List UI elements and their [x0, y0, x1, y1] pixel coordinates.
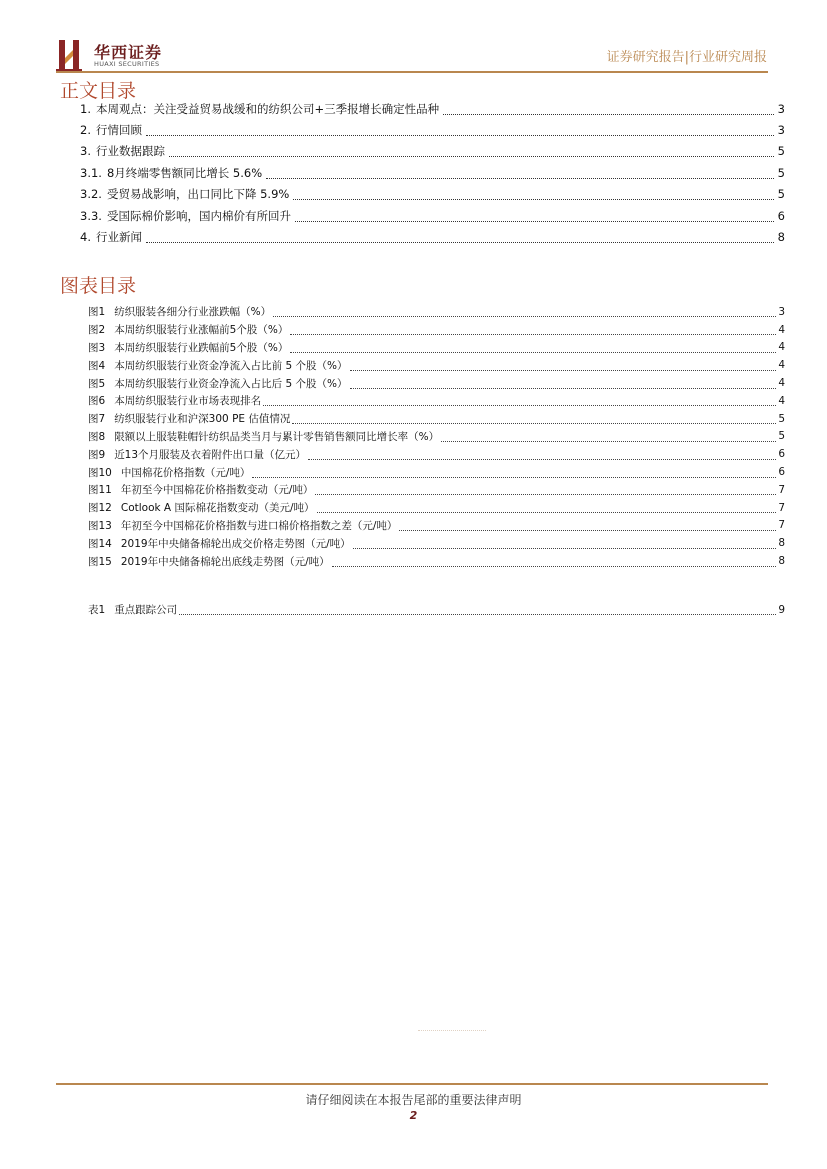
toc-entry-page: 5: [777, 187, 785, 202]
figure-entry[interactable]: [88, 339, 785, 357]
logo-english-name: HUAXI SECURITIES: [94, 60, 160, 68]
figure-entry-label: 图7: [88, 413, 106, 426]
toc-entry-number: 3.2.: [80, 187, 102, 202]
figure-entry-page: 6: [778, 466, 785, 479]
report-type-label: 证券研究报告|行业研究周报: [606, 50, 767, 65]
figure-entry-page: 4: [778, 377, 785, 390]
dot-leader: [146, 124, 774, 136]
toc-entry-title: 行业新闻: [95, 230, 142, 245]
figure-entry-label: 图11: [88, 484, 112, 497]
huaxi-logo-mark-icon: [56, 38, 86, 72]
logo-chinese-name: 华西证券: [94, 43, 163, 62]
figure-entry-title: 限额以上服装鞋帽针纺织品类当月与累计零售销售额同比增长率（%）: [114, 430, 440, 443]
dot-leader: [252, 467, 776, 478]
dot-leader: [353, 538, 777, 549]
figure-entry[interactable]: [88, 321, 785, 339]
figure-entry-page: 7: [778, 519, 785, 532]
dot-leader: [290, 324, 776, 335]
figure-entry-title: 本周纺织服装行业市场表现排名: [114, 395, 262, 408]
figure-entry-page: 3: [778, 305, 785, 318]
figure-entry-title: 纺织服装各细分行业涨跌幅（%）: [114, 306, 272, 319]
figure-entry-label: 图13: [88, 519, 112, 532]
figure-entry-page: 7: [778, 483, 785, 496]
figure-entry-page: 4: [778, 323, 785, 336]
figure-entry[interactable]: [88, 534, 785, 552]
toc-entry-title: 8月终端零售额同比增长 5.6%: [106, 165, 263, 180]
figure-entry-label: 图14: [88, 537, 112, 550]
toc-entry-page: 5: [777, 165, 785, 180]
figure-entry-title: 本周纺织服装行业资金净流入占比前 5 个股（%）: [114, 359, 348, 372]
figure-entry-title: 年初至今中国棉花价格指数变动（元/吨）: [120, 484, 314, 497]
dot-leader: [317, 502, 777, 513]
toc-entry-page: 3: [777, 123, 785, 138]
figure-entry[interactable]: [88, 374, 785, 392]
toc-main-list: [80, 98, 785, 248]
figure-entry-title: 本周纺织服装行业资金净流入占比后 5 个股（%）: [114, 377, 348, 390]
figure-entry[interactable]: [88, 517, 785, 535]
figure-entry-page: 8: [778, 537, 785, 550]
toc-entry-title: 行业数据跟踪: [95, 144, 165, 159]
figure-entry-title: Cotlook A 国际棉花指数变动（美元/吨）: [120, 502, 315, 515]
dot-leader: [293, 188, 773, 200]
toc-entry-title: 本周观点：关注受益贸易战缓和的纺织公司+三季报增长确定性品种: [95, 101, 440, 116]
figure-entry-title: 中国棉花价格指数（元/吨）: [120, 466, 251, 479]
table-entry[interactable]: [88, 601, 785, 619]
dot-leader: [292, 413, 776, 424]
toc-entry[interactable]: [80, 98, 785, 119]
figure-entry-page: 8: [778, 555, 785, 568]
toc-figures-title: 图表目录: [60, 275, 137, 297]
dot-leader: [146, 231, 774, 243]
figure-entry-page: 5: [778, 412, 785, 425]
figure-entry[interactable]: [88, 428, 785, 446]
toc-entry-number: 4.: [80, 230, 91, 245]
figure-entry-label: 图15: [88, 555, 112, 568]
toc-entry-number: 2.: [80, 123, 91, 138]
figure-entry-label: 图12: [88, 502, 112, 515]
dot-leader: [169, 145, 774, 157]
toc-entry-number: 3.3.: [80, 208, 102, 223]
table-entry-label: 表1: [88, 604, 106, 617]
figure-entry-label: 图3: [88, 341, 106, 354]
legal-disclaimer: 请仔细阅读在本报告尾部的重要法律声明: [305, 1093, 522, 1107]
figure-entry[interactable]: [88, 481, 785, 499]
header-divider: [56, 71, 768, 73]
figure-entry[interactable]: [88, 499, 785, 517]
figure-entry[interactable]: [88, 410, 785, 428]
dot-leader: [308, 449, 776, 460]
toc-entry-page: 6: [777, 208, 785, 223]
toc-entry[interactable]: [80, 184, 785, 205]
figure-entry-page: 7: [778, 501, 785, 514]
figure-entry-label: 图4: [88, 359, 106, 372]
figure-entry-label: 图9: [88, 448, 106, 461]
page-header: [0, 0, 827, 80]
figure-entry[interactable]: [88, 356, 785, 374]
toc-entry-page: 5: [777, 144, 785, 159]
dot-leader: [350, 360, 777, 371]
huaxi-logo: [56, 38, 196, 72]
figure-entry-label: 图8: [88, 430, 106, 443]
figure-entry-label: 图5: [88, 377, 106, 390]
figure-entry[interactable]: [88, 303, 785, 321]
dot-leader: [443, 103, 774, 115]
toc-entry-number: 3.1.: [80, 165, 102, 180]
toc-entry-title: 受贸易战影响，出口同比下降 5.9%: [106, 187, 290, 202]
figure-entry[interactable]: [88, 392, 785, 410]
toc-entry[interactable]: [80, 119, 785, 140]
figure-entry-title: 本周纺织服装行业跌幅前5个股（%）: [114, 341, 289, 354]
figure-entry-label: 图1: [88, 306, 106, 319]
figure-entry[interactable]: [88, 445, 785, 463]
dot-leader: [290, 342, 776, 353]
dot-leader: [315, 484, 776, 495]
dot-leader: [179, 604, 776, 615]
figure-entry-title: 2019年中央储备棉轮出底线走势图（元/吨）: [120, 555, 330, 568]
figure-entry-label: 图10: [88, 466, 112, 479]
figure-entry-title: 本周纺织服装行业涨幅前5个股（%）: [114, 324, 289, 337]
faint-divider: [418, 1029, 486, 1031]
toc-entry[interactable]: [80, 162, 785, 183]
toc-main-title: 正文目录: [60, 80, 137, 102]
dot-leader: [273, 306, 776, 317]
toc-entry[interactable]: [80, 226, 785, 247]
footer-divider: [56, 1083, 768, 1085]
toc-entry-number: 1.: [80, 101, 91, 116]
table-entry-title: 重点跟踪公司: [114, 604, 178, 617]
figure-entry-page: 4: [778, 341, 785, 354]
figure-entry[interactable]: [88, 463, 785, 481]
figure-entry-label: 图2: [88, 324, 106, 337]
toc-entry-page: 8: [777, 230, 785, 245]
toc-entry-title: 行情回顾: [95, 123, 142, 138]
dot-leader: [266, 167, 774, 179]
figure-entry-label: 图6: [88, 395, 106, 408]
figure-entry-page: 5: [778, 430, 785, 443]
dot-leader: [332, 556, 777, 567]
figure-entry-title: 近13个月服装及衣着附件出口量（亿元）: [114, 448, 307, 461]
figure-entry-page: 4: [778, 359, 785, 372]
figure-entry[interactable]: [88, 552, 785, 570]
toc-entry-page: 3: [777, 101, 785, 116]
page-number: 2: [409, 1109, 418, 1122]
figure-entry-title: 纺织服装行业和沪深300 PE 估值情况: [114, 413, 291, 426]
table-entry-page: 9: [778, 603, 785, 616]
dot-leader: [350, 378, 777, 389]
figure-entry-page: 6: [778, 448, 785, 461]
figure-entry-title: 2019年中央储备棉轮出成交价格走势图（元/吨）: [120, 537, 351, 550]
toc-figures-list: [88, 303, 785, 570]
figure-entry-page: 4: [778, 394, 785, 407]
toc-entry[interactable]: [80, 141, 785, 162]
dot-leader: [441, 431, 776, 442]
dot-leader: [263, 395, 776, 406]
figure-entry-title: 年初至今中国棉花价格指数与进口棉价格指数之差（元/吨）: [120, 519, 398, 532]
toc-entry-number: 3.: [80, 144, 91, 159]
toc-tables-list: [88, 601, 785, 619]
dot-leader: [295, 210, 774, 222]
toc-entry-title: 受国际棉价影响，国内棉价有所回升: [106, 208, 291, 223]
toc-entry[interactable]: [80, 205, 785, 226]
dot-leader: [399, 520, 776, 531]
